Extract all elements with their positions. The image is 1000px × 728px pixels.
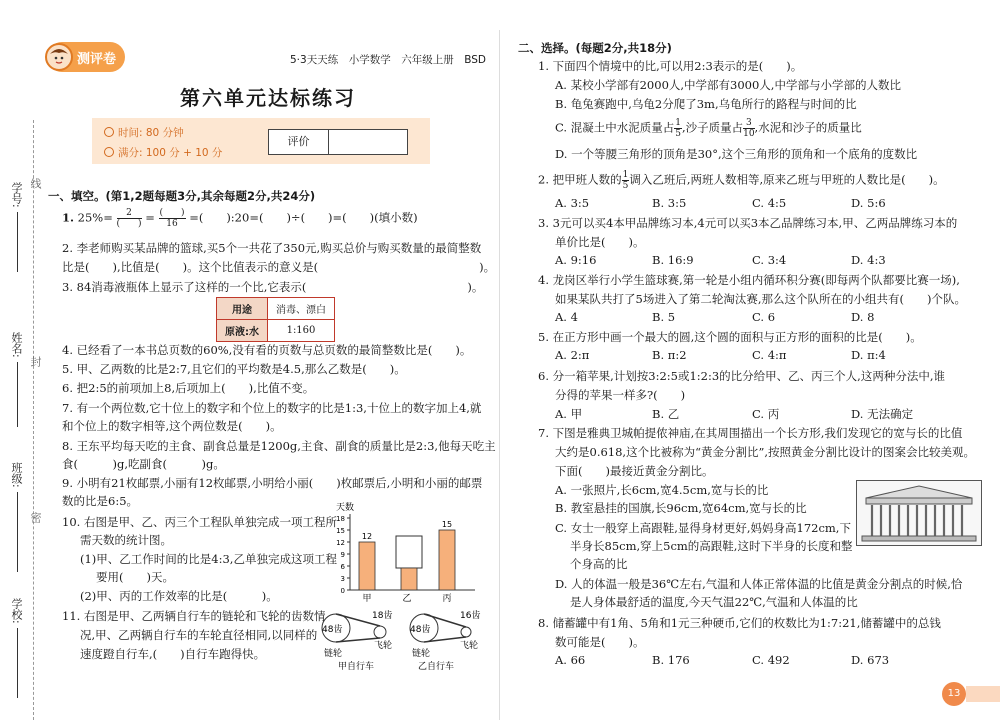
bike-b-fly-label: 飞轮 (460, 641, 479, 651)
time-info (104, 125, 184, 140)
s2-q3-opt-a[interactable]: A. 9:16 (555, 253, 597, 267)
bike-b-diagram (410, 609, 480, 672)
y-tick-label: 12 (336, 539, 345, 547)
q6-text: 6. 把2:5的前项加上8,后项加上( ),比值不变。 (62, 381, 315, 395)
s2-q1-option-a: A. 某校小学部有2000人,中学部有3000人,中学部与小学部的人数比 (555, 78, 901, 92)
class-blank[interactable] (17, 492, 18, 572)
s2-q8-line2: 数可能是( )。 (555, 635, 645, 649)
school-label: 学校: (10, 598, 23, 624)
bike-b-caption: 乙自行车 (418, 662, 455, 672)
fraction-2 (159, 208, 186, 229)
q3-text: 3. 84消毒液瓶体上显示了这样的一个比,它表示( )。 (62, 280, 484, 294)
bike-b-chain-label: 链轮 (412, 649, 431, 659)
s2-q4-line2: 如果某队共打了5场进入了第二轮淘汰赛,那么这个队所在的小组共有( )个队。 (555, 292, 966, 306)
s2-q8-opt-a[interactable]: A. 66 (555, 653, 586, 667)
q1-number: 1. (62, 210, 75, 225)
time-text: 时间: 80 分钟 (118, 127, 184, 139)
c-part2: ,沙子质量占 (681, 120, 744, 135)
parthenon-image (856, 480, 982, 546)
q1-part-a: 25%= (77, 210, 113, 225)
s2-q5-text: 5. 在正方形中画一个最大的圆,这个圆的面积与正方形的面积的比是( )。 (538, 330, 922, 344)
fraction-c2 (743, 118, 754, 139)
s2-q6-opt-a[interactable]: A. 甲 (555, 407, 583, 421)
q1-part-c: =( ):20=( )÷( )=( )(填小数) (189, 210, 418, 225)
s2-q5-opt-a[interactable]: A. 2:π (555, 348, 590, 362)
s2-q8-opt-c[interactable]: C. 492 (752, 653, 790, 667)
category-label: 丙 (442, 594, 452, 604)
q2-part-b: 调入乙班后,两班人数相等,原来乙班与甲班的人数比是( )。 (629, 172, 945, 187)
frac2-den: 16 (166, 219, 178, 229)
y-tick-label: 6 (340, 563, 345, 571)
score-info (104, 145, 222, 160)
q1-eq: = (145, 210, 155, 225)
school-blank[interactable] (17, 628, 18, 698)
bike-b-flywheel-label: 16齿 (460, 611, 481, 621)
table-row (217, 298, 335, 320)
s2-q2-opt-a[interactable]: A. 3:5 (555, 196, 590, 210)
work-days-chart (330, 498, 480, 604)
y-tick-label: 9 (340, 551, 345, 559)
s2-q3-opt-c[interactable]: C. 3:4 (752, 253, 787, 267)
s2-q3-opt-d[interactable]: D. 4:3 (851, 253, 886, 267)
page-divider (499, 30, 500, 720)
bike-a-diagram (322, 609, 392, 672)
q5-text: 5. 甲、乙两数的比是2:7,且它们的平均数是4.5,那么乙数是( )。 (62, 362, 406, 376)
bike-b-sprocket-label: 48齿 (410, 625, 431, 635)
clock-icon (104, 127, 114, 137)
s2-q4-opt-a[interactable]: A. 4 (555, 310, 578, 324)
y-tick-label: 0 (340, 587, 345, 595)
page-tab (966, 686, 1000, 702)
s2-q7-line1: 7. 下图是雅典卫城帕提侬神庙,在其周围描出一个长方形,我们发现它的宽与长的比值 (538, 426, 963, 440)
s2-q6-opt-d[interactable]: D. 无法确定 (851, 407, 914, 421)
name-label: 姓名: (10, 332, 23, 358)
s2-q2-text (538, 170, 945, 191)
name-blank[interactable] (17, 362, 18, 427)
s2-q3-opt-b[interactable]: B. 16:9 (652, 253, 694, 267)
parthenon-base (862, 536, 976, 541)
bicycle-gears-figure (318, 606, 498, 672)
frac1-num: 2 (117, 208, 142, 219)
fc1-num: 1 (675, 118, 681, 128)
book-header: 5·3天天练 小学数学 六年级上册 BSD (290, 54, 486, 66)
q10-line2: 需天数的统计图。 (80, 533, 172, 547)
q8-line1: 8. 王东平均每天吃的主食、副食总量是1200g,主食、副食的质量比是2:3,他每天吃主 (62, 439, 496, 453)
fq2-den: 5 (622, 181, 629, 191)
table-cell: 原液:水 (217, 320, 268, 342)
s2-q1-text: 1. 下面四个情境中的比,可以用2:3表示的是( )。 (538, 59, 803, 73)
bar-yi-visible (401, 568, 417, 590)
q7-line1: 7. 有一个两位数,它十位上的数字和个位上的数字的比是1:3,十位上的数字加上4,就 (62, 401, 482, 415)
q10-line1: 10. 右图是甲、乙、丙三个工程队单独完成一项工程所 (62, 515, 337, 529)
s2-q4-opt-d[interactable]: D. 8 (851, 310, 875, 324)
s2-q7-opt-a[interactable]: A. 一张照片,长6cm,宽4.5cm,宽与长的比 (555, 483, 769, 497)
s2-q3-line2: 单价比是( )。 (555, 235, 645, 249)
question-1 (62, 208, 418, 229)
class-label: 班级: (10, 462, 23, 488)
q4-text: 4. 已经看了一本书总页数的60%,没有看的页数与总页数的最简整数比是( )。 (62, 343, 472, 357)
q7-line2: 和个位上的数字相等,这个两位数是( )。 (62, 419, 282, 433)
q11-line1: 11. 右图是甲、乙两辆自行车的链轮和飞轮的齿数情 (62, 609, 326, 623)
category-label: 乙 (402, 594, 412, 604)
table-row (217, 320, 335, 342)
c-part1: C. 混凝土中水泥质量占 (555, 120, 675, 135)
parthenon-entablature (866, 498, 972, 504)
q2-line2: 比是( ),比值是( )。这个比值表示的意义是( )。 (62, 260, 496, 274)
fc1-den: 5 (675, 129, 681, 139)
cut-line (33, 120, 34, 720)
student-id-label: 学号: (10, 182, 23, 208)
q9-line2: 数的比是6:5。 (62, 494, 139, 508)
s2-q1-option-b: B. 龟兔赛跑中,乌龟2分爬了3m,乌龟所行的路程与时间的比 (555, 97, 857, 111)
line-char: 线 (29, 178, 42, 189)
y-tick-label: 3 (340, 575, 345, 583)
test-logo (47, 42, 125, 72)
bike-a-sprocket-label: 48齿 (322, 625, 343, 635)
q11-line3: 速度蹬自行车,( )自行车跑得快。 (80, 647, 266, 661)
check-icon (104, 147, 114, 157)
s2-q2-opt-b[interactable]: B. 3:5 (652, 196, 687, 210)
fq2-num: 1 (622, 170, 629, 180)
s2-q4-opt-c[interactable]: C. 6 (752, 310, 776, 324)
q11-line2: 况,甲、乙两辆自行车的车轮直径相同,以同样的 (80, 628, 318, 642)
frac1-den: ( ) (116, 219, 142, 229)
q10-line4: 要用( )天。 (96, 570, 174, 584)
table-cell: 1:160 (268, 320, 335, 342)
fraction-1 (117, 208, 142, 229)
y-tick-label: 15 (336, 527, 345, 535)
q8-line2: 食( )g,吃副食( )g。 (62, 457, 225, 471)
fc2-num: 3 (743, 118, 754, 129)
s2-q2-opt-d[interactable]: D. 5:6 (851, 196, 886, 210)
s2-q7-opt-c-line3: 个身高的比 (570, 557, 628, 571)
s2-q8-opt-d[interactable]: D. 673 (851, 653, 890, 667)
frac2-num: ( ) (159, 208, 185, 218)
s2-q3-line1: 3. 3元可以买4本甲品牌练习本,4元可以买3本乙品牌练习本,甲、乙两品牌练习本的 (538, 216, 958, 230)
seal-char: 封 (29, 356, 42, 367)
s2-q8-line1: 8. 储蓄罐中有1角、5角和1元三种硬币,它们的枚数比为1:7:21,储蓄罐中的总钱 (538, 616, 941, 630)
s2-q7-opt-c-line1[interactable]: C. 女士一般穿上高跟鞋,显得身材更好,妈妈身高172cm,下 (555, 521, 851, 535)
evaluation-box (268, 129, 408, 155)
disinfectant-table (216, 297, 335, 342)
secret-char: 密 (29, 512, 42, 523)
q2-part-a: 2. 把甲班人数的 (538, 172, 622, 187)
s2-q7-opt-d-line2: 是人身体最舒适的温度,今天气温22℃,气温和人体温的比 (570, 595, 858, 609)
s2-q7-opt-b[interactable]: B. 教室悬挂的国旗,长96cm,宽64cm,宽与长的比 (555, 501, 807, 515)
q9-line1: 9. 小明有21枚邮票,小丽有12枚邮票,小明给小丽( )枚邮票后,小明和小丽的邮票 (62, 476, 483, 490)
s2-q7-line2: 大约是0.618,这个比被称为“黄金分割比”,按照黄金分割比设计的图案会比较美观。 (555, 445, 975, 459)
score-text: 满分: 100 分 + 10 分 (118, 147, 223, 159)
section1-heading: 一、填空。(第1,2题每题3分,其余每题2分,共24分) (48, 189, 316, 203)
s2-q8-opt-b[interactable]: B. 176 (652, 653, 690, 667)
bar-2 (439, 530, 455, 590)
table-cell: 消毒、漂白 (268, 298, 335, 320)
table-cell: 用途 (217, 298, 268, 320)
bike-a-chain-label: 链轮 (324, 649, 343, 659)
s2-q6-line1: 6. 分一箱苹果,计划按3:2:5或1:2:3的比分给甲、乙、丙三个人,这两种分法中,谁 (538, 369, 945, 383)
fc2-den: 10 (743, 129, 755, 139)
bar-0 (359, 542, 375, 590)
bike-a-fly-label: 飞轮 (374, 641, 393, 651)
bike-b-flywheel (461, 627, 471, 637)
fraction-c1 (674, 118, 682, 139)
category-label: 甲 (362, 594, 372, 604)
s2-q5-opt-c[interactable]: C. 4:π (752, 348, 787, 362)
student-id-blank[interactable] (17, 212, 18, 272)
c-part3: ,水泥和沙子的质量比 (754, 120, 862, 135)
q10-line5: (2)甲、丙的工作效率的比是( )。 (80, 589, 278, 603)
bike-a-flywheel-label: 18齿 (372, 611, 393, 621)
s2-q2-opt-c[interactable]: C. 4:5 (752, 196, 787, 210)
page-title: 第六单元达标练习 (180, 86, 356, 110)
logo-text: 测评卷 (77, 52, 117, 67)
s2-q5-opt-d[interactable]: D. π:4 (851, 348, 886, 362)
s2-q6-opt-b[interactable]: B. 乙 (652, 407, 680, 421)
binding-gutter (0, 0, 45, 728)
s2-q7-opt-d-line1[interactable]: D. 人的体温一般是36℃左右,气温和人体正常体温的比值是黄金分割点的时候,恰 (555, 577, 963, 591)
s2-q1-option-c (555, 118, 862, 139)
bike-a-flywheel (374, 626, 386, 638)
student-face-icon (45, 43, 73, 71)
q10-line3: (1)甲、乙工作时间的比是4:3,乙单独完成这项工程 (80, 552, 337, 566)
s2-q5-opt-b[interactable]: B. π:2 (652, 348, 687, 362)
bike-a-caption: 甲自行车 (338, 662, 375, 672)
bar-value-label: 15 (441, 520, 453, 529)
evaluation-label: 评价 (269, 130, 329, 154)
y-tick-label: 18 (336, 515, 345, 523)
s2-q4-line1: 4. 龙岗区举行小学生篮球赛,第一轮是小组内循环积分赛(即每两个队都要比赛一场), (538, 273, 960, 287)
bar-value-label: 12 (361, 532, 373, 541)
s2-q6-opt-c[interactable]: C. 丙 (752, 407, 780, 421)
chart-ylabel: 天数 (336, 503, 355, 513)
s2-q4-opt-b[interactable]: B. 5 (652, 310, 676, 324)
bar-yi-unknown-box (396, 536, 422, 568)
s2-q7-opt-c-line2: 半身长85cm,穿上5cm的高跟鞋,这时下半身的长度和整 (570, 539, 853, 553)
page-number: 13 (942, 682, 966, 706)
section2-heading: 二、选择。(每题2分,共18分) (518, 41, 672, 55)
q2-line1: 2. 李老师购买某品牌的篮球,买5个一共花了350元,购买总价与购买数量的最简整数 (62, 241, 482, 255)
s2-q7-line3: 下面( )最接近黄金分割比。 (555, 464, 714, 478)
s2-q6-line2: 分得的苹果一样多?( ) (555, 388, 686, 402)
s2-q1-option-d: D. 一个等腰三角形的顶角是30°,这个三角形的顶角和一个底角的度数比 (555, 147, 918, 161)
